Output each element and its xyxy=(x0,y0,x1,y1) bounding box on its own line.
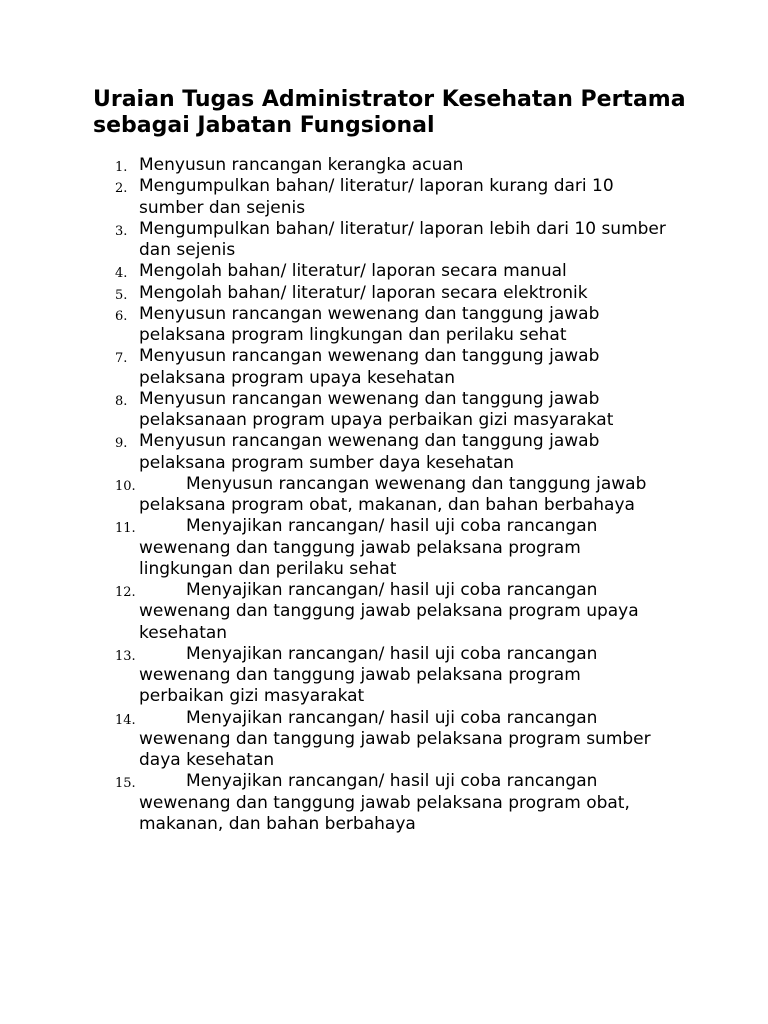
task-number: 15. xyxy=(115,776,136,792)
task-text: Menyusun rancangan wewenang dan tanggung jawab pelaksana program upaya kesehatan xyxy=(139,346,600,388)
task-item-15 xyxy=(0,771,669,835)
task-text: Menyajikan rancangan/ hasil uji coba rancangan wewenang dan tanggung jawab pelaksana program perbaikan gizi masyarakat xyxy=(139,643,598,707)
task-item-13 xyxy=(0,644,669,708)
task-text: Menyajikan rancangan/ hasil uji coba rancangan wewenang dan tanggung jawab pelaksana program upaya kesehatan xyxy=(139,580,639,643)
task-text: Menyajikan rancangan/ hasil uji coba rancangan wewenang dan tanggung jawab pelaksana program sumber daya kesehatan xyxy=(139,707,651,770)
task-item-9 xyxy=(0,431,669,474)
task-text: Mengolah bahan/ literatur/ laporan secara manual xyxy=(139,261,567,282)
task-text: Menyusun rancangan wewenang dan tanggung jawab pelaksana program lingkungan dan perilaku sehat xyxy=(139,303,600,345)
task-item-4 xyxy=(0,261,669,282)
task-item-2 xyxy=(0,176,669,219)
task-item-14 xyxy=(0,708,669,772)
task-text: Mengolah bahan/ literatur/ laporan secara elektronik xyxy=(139,282,588,303)
task-text: Menyusun rancangan kerangka acuan xyxy=(139,155,464,175)
task-text: Menyusun rancangan wewenang dan tanggung jawab pelaksana program sumber daya kesehatan xyxy=(139,431,600,473)
task-item-12 xyxy=(0,580,669,644)
task-text: Mengumpulkan bahan/ literatur/ laporan lebih dari 10 sumber dan sejenis xyxy=(139,218,666,260)
task-number: 14. xyxy=(115,712,136,728)
task-list xyxy=(0,155,768,835)
task-item-8 xyxy=(0,389,669,432)
task-text: Menyajikan rancangan/ hasil uji coba rancangan wewenang dan tanggung jawab pelaksana program lingkungan dan perilaku sehat xyxy=(139,516,598,579)
task-number: 2. xyxy=(115,181,128,197)
task-number: 5. xyxy=(115,287,128,303)
task-item-3 xyxy=(0,219,669,262)
task-number: 3. xyxy=(115,223,128,239)
task-text: Mengumpulkan bahan/ literatur/ laporan kurang dari 10 sumber dan sejenis xyxy=(139,176,614,218)
task-item-11 xyxy=(0,516,669,580)
task-number: 10. xyxy=(115,478,136,494)
task-number: 12. xyxy=(115,585,136,600)
task-text: Menyajikan rancangan/ hasil uji coba rancangan wewenang dan tanggung jawab pelaksana program obat, makanan, dan bahan berbahaya xyxy=(139,771,630,834)
task-number: 6. xyxy=(115,308,128,324)
task-number: 7. xyxy=(115,351,128,367)
task-item-5 xyxy=(0,283,669,304)
task-text: Menyusun rancangan wewenang dan tanggung jawab pelaksanaan program upaya perbaikan gizi masyarakat xyxy=(139,388,614,430)
task-item-1 xyxy=(0,155,669,176)
task-item-10 xyxy=(0,474,669,517)
document-title: Uraian Tugas Administrator Kesehatan Pertama sebagai Jabatan Fungsional xyxy=(93,87,686,138)
task-number: 9. xyxy=(115,436,128,452)
task-number: 1. xyxy=(115,160,128,175)
task-number: 4. xyxy=(115,266,128,282)
task-item-6 xyxy=(0,304,669,347)
task-number: 11. xyxy=(115,521,136,537)
task-text: Menyusun rancangan wewenang dan tanggung jawab pelaksana program obat, makanan, dan bahan berbahaya xyxy=(139,473,647,515)
task-number: 13. xyxy=(115,648,136,664)
task-item-7 xyxy=(0,346,669,389)
task-number: 8. xyxy=(115,393,128,409)
